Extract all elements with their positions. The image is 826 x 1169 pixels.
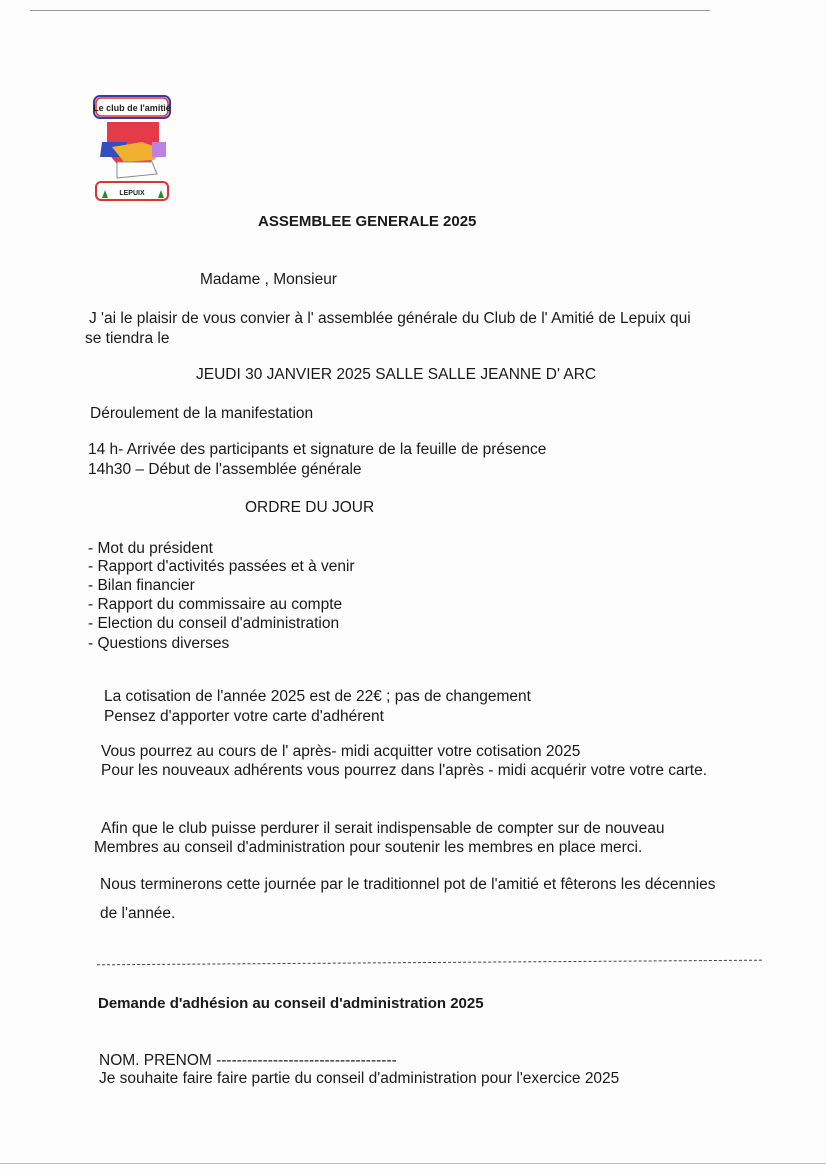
logo-text: Le club de l'amitié <box>93 103 171 113</box>
closing-line-2: de l'année. <box>100 905 176 922</box>
fee-line-2: Pensez d'apporter votre carte d'adhérent <box>104 708 384 725</box>
separator-line <box>97 960 762 966</box>
agenda-item: - Questions diverses <box>88 635 230 652</box>
agenda-heading: ORDRE DU JOUR <box>245 499 375 516</box>
page-title: ASSEMBLEE GENERALE 2025 <box>258 213 477 230</box>
fee-line-1: La cotisation de l'année 2025 est de 22€ ; pas de changement <box>104 688 531 705</box>
agenda-item: - Bilan financier <box>88 577 195 594</box>
club-logo <box>92 92 174 207</box>
scan-edge-bottom <box>0 1163 826 1164</box>
date-place: JEUDI 30 JANVIER 2025 SALLE SALLE JEANNE D' ARC <box>196 366 597 383</box>
program-heading: Déroulement de la manifestation <box>90 405 314 422</box>
schedule-item: 14 h- Arrivée des participants et signature de la feuille de présence <box>88 441 547 458</box>
form-title: Demande d'adhésion au conseil d'administration 2025 <box>98 995 484 1012</box>
closing-line-1: Nous terminerons cette journée par le traditionnel pot de l'amitié et fêterons les décennies <box>100 876 716 893</box>
logo-lepuix: LEPUIX <box>119 190 145 197</box>
intro-line-2: se tiendra le <box>85 330 170 347</box>
agenda-item: - Election du conseil d'administration <box>88 615 340 632</box>
agenda-item: - Rapport du commissaire au compte <box>88 596 343 613</box>
scan-edge <box>30 10 710 11</box>
intro-line-1: J 'ai le plaisir de vous convier à l' assemblée générale du Club de l' Amitié de Lepuix qui <box>89 310 691 327</box>
form-statement: Je souhaite faire faire partie du conseil d'administration pour l'exercice 2025 <box>99 1070 620 1087</box>
schedule-item: 14h30 – Début de l'assemblée générale <box>88 461 362 478</box>
greeting: Madame , Monsieur <box>200 271 337 288</box>
board-line-2: Membres au conseil d'administration pour soutenir les membres en place merci. <box>94 839 643 856</box>
agenda-item: - Rapport d'activités passées et à venir <box>88 558 355 575</box>
form-name-field: NOM. PRENOM ----------------------------------- <box>99 1052 397 1069</box>
pay-line-1: Vous pourrez au cours de l' après- midi acquitter votre cotisation 2025 <box>101 743 581 760</box>
agenda-item: - Mot du président <box>88 540 213 557</box>
board-line-1: Afin que le club puisse perdurer il serait indispensable de compter sur de nouveau <box>101 820 665 837</box>
pay-line-2: Pour les nouveaux adhérents vous pourrez dans l'après - midi acquérir votre votre carte. <box>101 762 708 779</box>
